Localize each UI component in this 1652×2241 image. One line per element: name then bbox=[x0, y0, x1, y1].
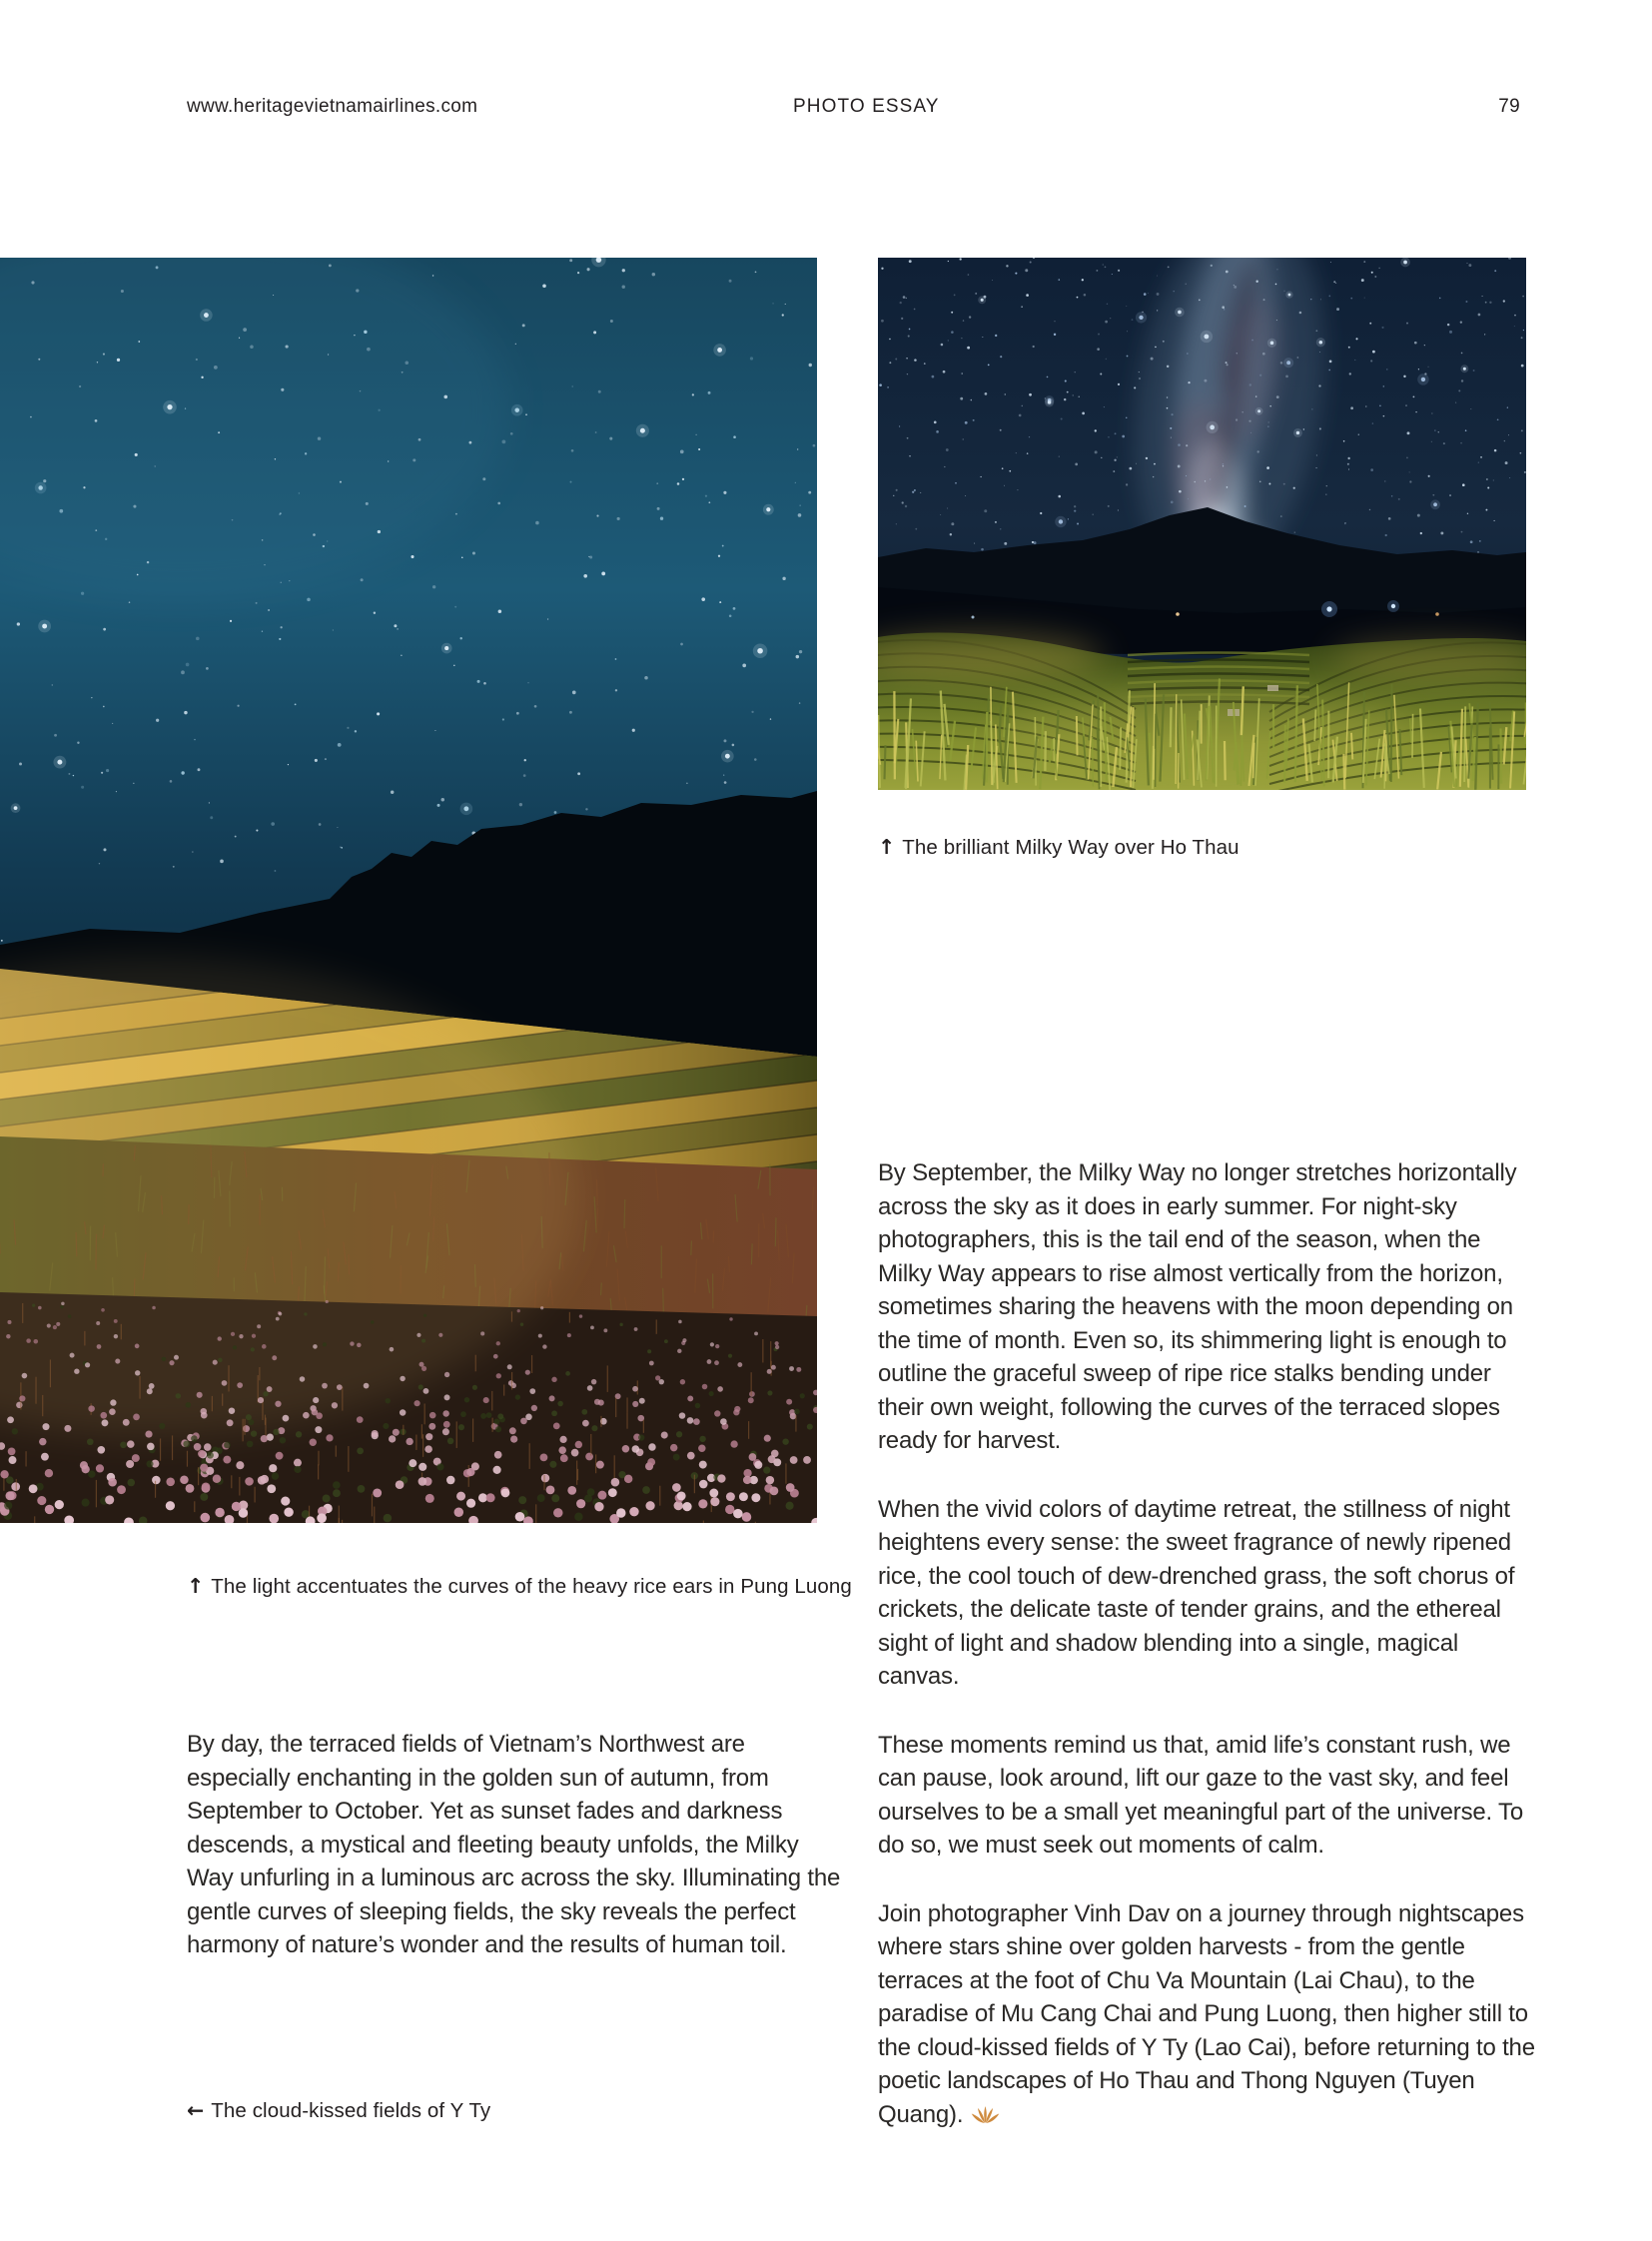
section-title: PHOTO ESSAY bbox=[793, 96, 940, 117]
body-paragraph: Join photographer Vinh Dav on a journey through nightscapes where stars shine over golden harvests - from the gentle terraces at the foot of Chu Va Mountain (Lai Chau), to the paradise of Mu Cang Chai and Pung Luong, then higher still to the cloud-kissed fields of Y Ty (Lao Cai), before returning to the poetic landscapes of Ho Thau and Thong Nguyen (Tuyen Quang). bbox=[878, 1899, 1535, 2128]
lotus-end-mark-icon bbox=[971, 2105, 1000, 2124]
body-paragraph: These moments remind us that, amid life’s constant rush, we can pause, look around, lift our gaze to the vast sky, and feel ourselves to be a small yet meaningful part of the universe. To do so, we must seek out moments of calm. bbox=[878, 1731, 1523, 1859]
website-url: www.heritagevietnamairlines.com bbox=[187, 96, 478, 117]
body-paragraph: By September, the Milky Way no longer stretches horizontally across the sky as it does in early summer. For night-sky photographers, this is the tail end of the season, when the Milky Way appears to rise almost vertically from the horizon, sometimes sharing the heavens with the moon depending on the time of month. Even so, its shimmering light is enough to outline the graceful sweep of ripe rice stalks bending under their own weight, following the curves of the terraced slopes ready for harvest. bbox=[878, 1159, 1517, 1454]
left-arrow-icon: ← bbox=[187, 2098, 205, 2122]
caption-text: The light accentuates the curves of the heavy rice ears in Pung Luong bbox=[211, 1575, 852, 1598]
caption-milky-way-ho-thau bbox=[878, 835, 1239, 860]
up-arrow-icon: ↑ bbox=[878, 835, 896, 859]
left-photo-illustration bbox=[0, 258, 817, 1523]
page-number: 79 bbox=[1498, 96, 1520, 117]
caption-cloud-kissed-y-ty bbox=[187, 2098, 490, 2123]
caption-rice-ears-pung-luong bbox=[187, 1574, 852, 1599]
right-column-text bbox=[878, 1156, 1537, 2166]
caption-text: The cloud-kissed fields of Y Ty bbox=[211, 2099, 491, 2122]
body-paragraph: When the vivid colors of daytime retreat, the stillness of night heightens every sense: the sweet fragrance of newly ripened rice, the cool touch of dew-drenched grass, the soft chorus of crickets, the delicate taste of tender grains, and the ethereal sight of light and shadow blending into a single, magical canvas. bbox=[878, 1495, 1515, 1690]
left-column-text bbox=[187, 1728, 846, 1997]
up-arrow-icon: ↑ bbox=[187, 1574, 205, 1598]
caption-text: The brilliant Milky Way over Ho Thau bbox=[902, 836, 1239, 859]
right-photo-illustration bbox=[878, 258, 1526, 790]
right-photo-milky-way bbox=[878, 258, 1526, 790]
body-paragraph: By day, the terraced fields of Vietnam’s Northwest are especially enchanting in the golden sun of autumn, from September to October. Yet as sunset fades and darkness descends, a mystical and fleeting beauty unfolds, the Milky Way unfurling in a luminous arc across the sky. Illuminating the gentle curves of sleeping fields, the sky reveals the perfect harmony of nature’s wonder and the results of human toil. bbox=[187, 1731, 841, 1958]
left-photo-night-terraces bbox=[0, 258, 817, 1523]
